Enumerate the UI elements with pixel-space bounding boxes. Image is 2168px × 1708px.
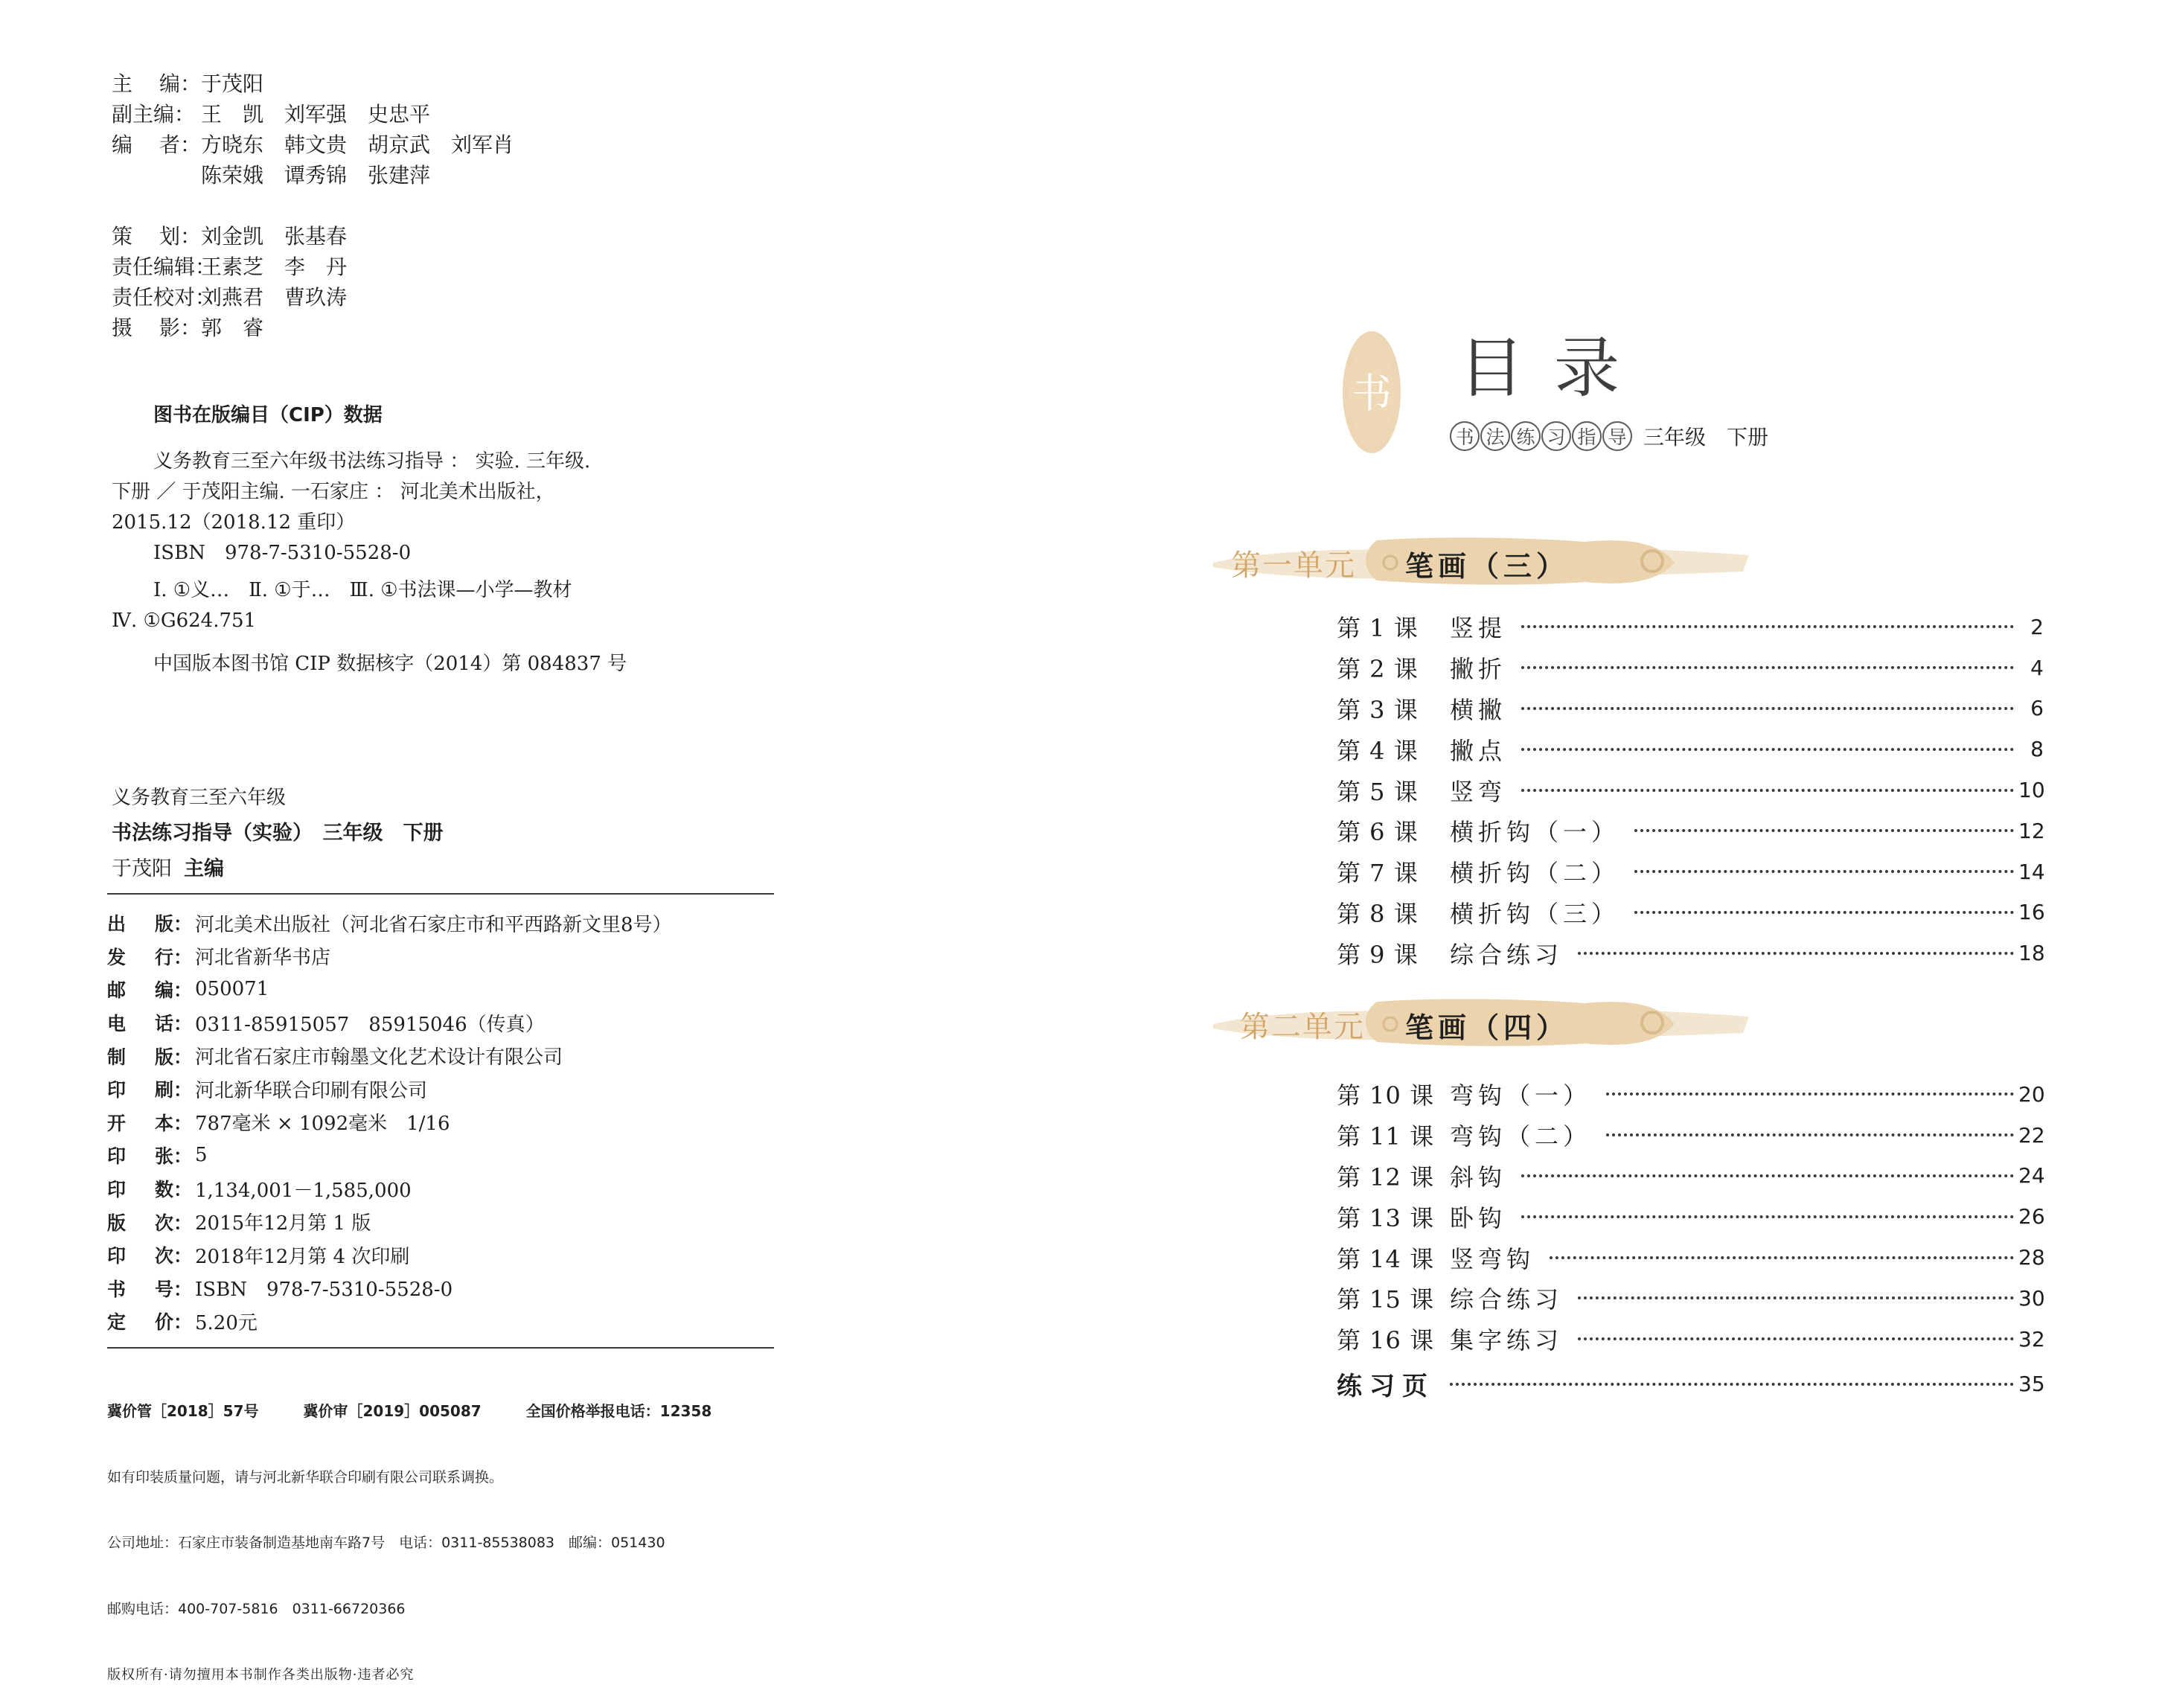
pub-row [107, 1072, 672, 1106]
unit-title: 笔画（四） [1405, 1011, 1570, 1044]
lesson-name: 斜钩 [1450, 1162, 1507, 1192]
lesson-number: 第 6 课 [1337, 818, 1419, 847]
leader-dots [1521, 707, 2014, 710]
lesson-number: 第 15 课 [1337, 1285, 1435, 1314]
leader-dots [1634, 829, 2014, 832]
page-number: 35 [2018, 1372, 2045, 1397]
footer-line: 公司地址：石家庄市装备制造基地南车路7号 电话：0311-85538083 邮编：051430 [107, 1535, 665, 1551]
leader-dots [1450, 1383, 2014, 1386]
credit-label: 副主编： [112, 102, 196, 127]
series-block [112, 780, 444, 887]
lesson-name: 竖弯 [1450, 777, 1507, 806]
credit-chief-editor [112, 68, 514, 99]
lesson-number: 第 10 课 [1337, 1081, 1435, 1110]
lesson-number: 第 1 课 [1337, 614, 1419, 643]
credit-value: 刘燕君 曹玖涛 [201, 285, 348, 310]
leader-dots [1550, 1256, 2014, 1259]
lesson-name: 横折钩（三） [1450, 899, 1620, 928]
page-number: 18 [2018, 941, 2045, 966]
credit-editors-cont [112, 160, 514, 191]
pub-label: 印 次： [107, 1245, 192, 1267]
cip-line: Ⅳ. ①G624.751 [112, 610, 257, 632]
cip-line: ISBN 978-7-5310-5528-0 [153, 542, 412, 564]
toc-entry[interactable] [1337, 892, 2044, 933]
divider [107, 893, 774, 895]
lesson-name: 弯钩（一） [1450, 1081, 1592, 1110]
lesson-number: 第 13 课 [1337, 1203, 1435, 1232]
footer-line: 邮购电话：400-707-5816 0311-66720366 [107, 1600, 406, 1617]
lesson-number: 第 3 课 [1337, 695, 1419, 724]
credit-label: 策 划： [112, 224, 201, 249]
toc-subtitle [1450, 421, 1768, 451]
pub-label: 印 刷： [107, 1079, 192, 1101]
credit-value: 郭 睿 [201, 316, 264, 340]
credit-value: 王素芝 李 丹 [201, 255, 348, 279]
cip-title: 图书在版编目（CIP）数据 [153, 404, 383, 426]
toc-entry[interactable] [1337, 647, 2044, 688]
pub-value: 0311-85915057 85915046（传真） [195, 1013, 545, 1036]
toc-entry[interactable] [1337, 1156, 2044, 1197]
lesson-number: 第 5 课 [1337, 777, 1419, 806]
page-number: 32 [2018, 1326, 2045, 1352]
leader-dots [1521, 748, 2014, 751]
pub-row [107, 1205, 672, 1238]
unit-title: 笔画（三） [1405, 549, 1570, 583]
page-number: 30 [2018, 1285, 2045, 1311]
toc-entry[interactable] [1337, 1319, 2044, 1360]
lesson-number: 第 2 课 [1337, 655, 1419, 684]
lesson-name: 竖提 [1450, 614, 1507, 643]
lesson-name: 竖弯钩 [1450, 1244, 1535, 1273]
leader-dots [1578, 1296, 2014, 1299]
lesson-number: 第 7 课 [1337, 859, 1419, 888]
pub-label: 印 张： [107, 1145, 192, 1168]
pub-value: 河北省新华书店 [195, 947, 331, 970]
unit-banner [1213, 994, 1749, 1054]
pub-value: 5.20元 [195, 1311, 258, 1334]
pub-row [107, 906, 672, 940]
cip-line: 义务教育三至六年级书法练习指导 ： 实验. 三年级. [153, 450, 591, 473]
lesson-number: 第 8 课 [1337, 899, 1419, 928]
page-number: 26 [2018, 1204, 2045, 1229]
toc-entry[interactable] [1337, 851, 2044, 892]
credit-label: 责任编辑： [112, 255, 217, 279]
page-number: 8 [2030, 737, 2044, 762]
credit-proofreader [112, 282, 514, 313]
pub-row [107, 1238, 672, 1272]
seal-char: 书 [1352, 370, 1392, 417]
toc-entry[interactable] [1337, 1074, 2044, 1115]
pub-row [107, 940, 672, 973]
pub-label: 电 话： [107, 1013, 192, 1035]
lesson-number: 第 11 课 [1337, 1122, 1435, 1151]
pub-label: 制 版： [107, 1046, 192, 1068]
page-number: 22 [2018, 1122, 2045, 1148]
pub-row [107, 1172, 672, 1206]
lesson-name: 横撇 [1450, 695, 1507, 724]
lesson-name: 综合练习 [1450, 940, 1564, 969]
publication-info [107, 906, 672, 1338]
cip-line: 中国版本图书馆 CIP 数据核字（2014）第 084837 号 [153, 653, 627, 675]
page-number: 28 [2018, 1245, 2045, 1270]
lesson-name: 卧钩 [1450, 1203, 1507, 1232]
pub-row [107, 1039, 672, 1072]
divider [107, 1347, 774, 1349]
footer-block [107, 1357, 712, 1708]
lesson-number: 第 12 课 [1337, 1162, 1435, 1192]
leader-dots [1521, 1174, 2014, 1177]
pub-label: 定 价： [107, 1311, 192, 1334]
credit-label: 责任校对： [112, 285, 217, 310]
lesson-name: 横折钩（二） [1450, 859, 1620, 888]
page-number: 6 [2030, 696, 2044, 721]
series-author: 于茂阳 主编 [112, 857, 224, 880]
pub-label: 出 版： [107, 913, 192, 935]
lesson-number: 第 16 课 [1337, 1326, 1435, 1355]
toc-entry-practice[interactable] [1337, 1364, 2044, 1405]
pub-label: 版 次： [107, 1212, 192, 1234]
subtitle-char: 练 [1511, 421, 1541, 451]
pub-value: 2015年12月第 1 版 [195, 1212, 371, 1235]
footer-line: 如有印装质量问题，请与河北新华联合印刷有限公司联系调换。 [107, 1468, 504, 1485]
credit-label: 摄 影： [112, 316, 201, 340]
pub-value: 050071 [195, 978, 269, 1001]
pub-row [107, 1305, 672, 1338]
credit-planning [112, 221, 514, 252]
lesson-name: 撇点 [1450, 736, 1507, 765]
subtitle-char: 书 [1450, 421, 1480, 451]
toc-title: 目录 [1459, 330, 1650, 406]
page-number: 2 [2030, 614, 2044, 639]
leader-dots [1634, 870, 2014, 873]
leader-dots [1521, 1215, 2014, 1218]
page-number: 10 [2018, 778, 2045, 803]
pub-row [107, 1106, 672, 1139]
toc-unit2-list [1337, 1074, 2044, 1404]
credit-value: 王 凯 刘军强 史忠平 [201, 102, 431, 127]
credit-deputy-editors [112, 99, 514, 129]
toc-entry[interactable] [1337, 1115, 2044, 1156]
credit-responsible-editor [112, 252, 514, 282]
toc-entry[interactable] [1337, 1278, 2044, 1319]
lesson-name: 弯钩（二） [1450, 1122, 1592, 1151]
leader-dots [1578, 952, 2014, 955]
page-number: 12 [2018, 818, 2045, 843]
toc-entry[interactable] [1337, 688, 2044, 729]
unit-label: 第一单元 [1231, 548, 1356, 583]
credit-photography [112, 313, 514, 343]
toc-entry[interactable] [1337, 1237, 2044, 1278]
page-number: 24 [2018, 1163, 2045, 1189]
credit-value: 陈荣娥 谭秀锦 张建萍 [201, 163, 431, 188]
lesson-name: 综合练习 [1450, 1285, 1564, 1314]
lesson-name: 撇折 [1450, 655, 1507, 684]
toc-entry[interactable] [1337, 770, 2044, 810]
pub-row [107, 1139, 672, 1172]
footer-line: 冀价管［2018］57号 冀价审［2019］005087 全国价格举报电话：12358 [107, 1402, 712, 1420]
page-number: 16 [2018, 900, 2045, 925]
credits-block [112, 68, 514, 343]
credit-label: 编 者： [112, 132, 201, 157]
lesson-number: 第 14 课 [1337, 1244, 1435, 1273]
pub-label: 邮 编： [107, 979, 192, 1002]
pub-label: 发 行： [107, 946, 192, 968]
cip-line: 下册 ／ 于茂阳主编. 一石家庄 ： 河北美术出版社， [112, 481, 555, 503]
unit-label: 第二单元 [1240, 1010, 1365, 1044]
credit-value: 方晓东 韩文贵 胡京武 刘军肖 [201, 132, 514, 157]
pub-value: 河北美术出版社（河北省石家庄市和平西路新文里8号） [195, 913, 672, 936]
lesson-name: 集字练习 [1450, 1326, 1564, 1355]
subtitle-char: 习 [1541, 421, 1571, 451]
pub-value: 787毫米 × 1092毫米 1/16 [195, 1113, 450, 1136]
pub-value: 河北省石家庄市翰墨文化艺术设计有限公司 [195, 1046, 563, 1069]
subtitle-char: 法 [1480, 421, 1510, 451]
leader-dots [1521, 666, 2014, 669]
subtitle-char: 指 [1572, 421, 1602, 451]
pub-row [107, 1006, 672, 1040]
pub-value: 2018年12月第 4 次印刷 [195, 1245, 410, 1268]
subtitle-char: 导 [1602, 421, 1632, 451]
pub-row [107, 1272, 672, 1305]
pub-value: 1,134,001－1,585,000 [195, 1179, 412, 1202]
pub-label: 印 数： [107, 1179, 192, 1201]
toc-entry[interactable] [1337, 607, 2044, 647]
toc-unit1-list [1337, 607, 2044, 973]
pub-value: 5 [195, 1144, 208, 1167]
practice-page-label: 练习页 [1337, 1372, 1435, 1402]
leader-dots [1606, 1093, 2014, 1096]
leader-dots [1578, 1337, 2014, 1340]
cip-line: 2015.12（2018.12 重印） [112, 511, 356, 534]
page-number: 20 [2018, 1081, 2045, 1107]
leader-dots [1521, 789, 2014, 792]
credit-value: 于茂阳 [201, 71, 264, 96]
toc-entry[interactable] [1337, 933, 2044, 973]
series-line: 义务教育三至六年级 [112, 787, 287, 809]
toc-entry[interactable] [1337, 729, 2044, 770]
pub-row [107, 973, 672, 1006]
book-title: 书法练习指导（实验） 三年级 下册 [112, 822, 444, 845]
pub-value: 河北新华联合印刷有限公司 [195, 1079, 428, 1102]
toc-entry[interactable] [1337, 810, 2044, 851]
page-number: 14 [2018, 859, 2045, 884]
leader-dots [1634, 911, 2014, 914]
unit-banner [1213, 533, 1749, 592]
footer-line: 版权所有·请勿擅用本书制作各类出版物·违者必究 [107, 1667, 415, 1683]
credit-editors [112, 129, 514, 160]
credit-value: 刘金凯 张基春 [201, 224, 348, 249]
lesson-number: 第 4 课 [1337, 736, 1419, 765]
leader-dots [1521, 625, 2014, 628]
toc-entry[interactable] [1337, 1196, 2044, 1237]
credit-label: 主 编： [112, 71, 201, 96]
page-number: 4 [2030, 655, 2044, 680]
seal-stamp [1342, 330, 1401, 454]
pub-label: 开 本： [107, 1112, 192, 1134]
pub-value: ISBN 978-7-5310-5528-0 [195, 1279, 453, 1302]
pub-label: 书 号： [107, 1278, 192, 1300]
subtitle-grade: 三年级 下册 [1643, 425, 1769, 450]
leader-dots [1606, 1133, 2014, 1136]
lesson-number: 第 9 课 [1337, 940, 1419, 969]
cip-line: Ⅰ. ①义… Ⅱ. ①于… Ⅲ. ①书法课—小学—教材 [153, 579, 572, 601]
lesson-name: 横折钩（一） [1450, 818, 1620, 847]
